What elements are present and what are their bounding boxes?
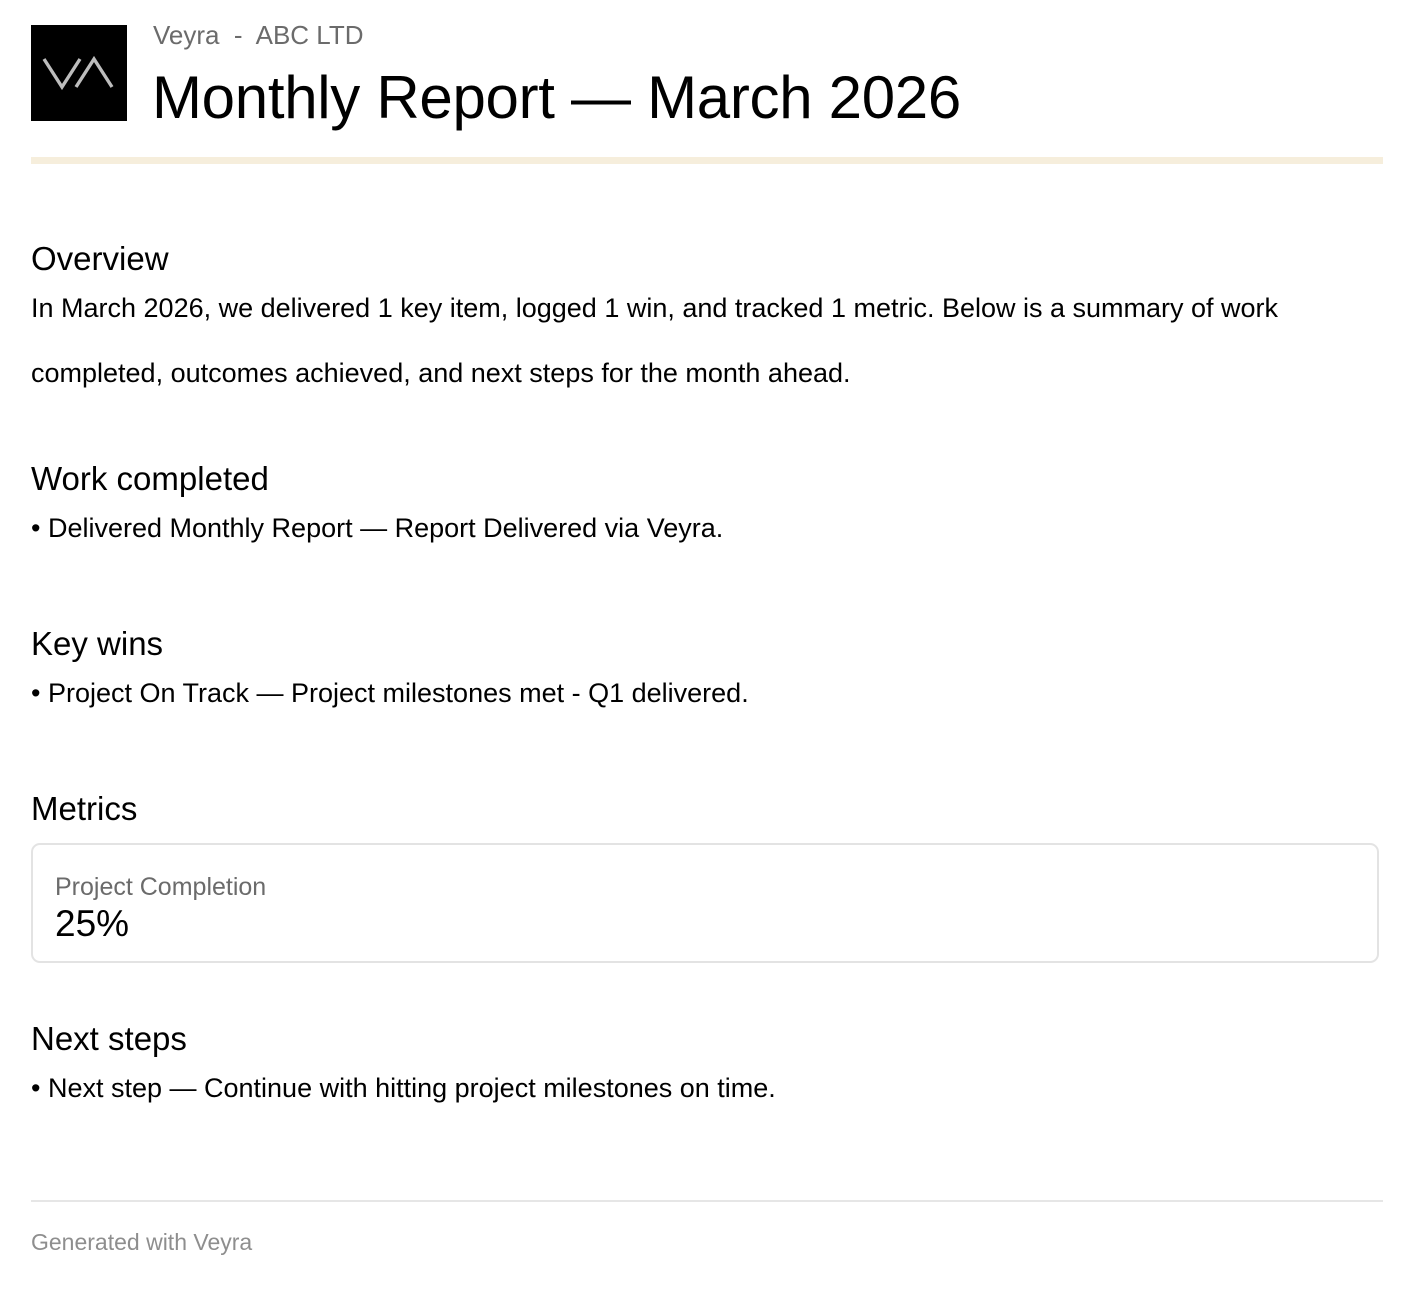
metric-label: Project Completion bbox=[55, 873, 267, 901]
next-steps-heading: Next steps bbox=[31, 1020, 187, 1057]
metric-value: 25% bbox=[55, 903, 130, 944]
va-monogram-logo bbox=[31, 25, 127, 121]
key-wins-item: • Project On Track — Project milestones met - Q1 delivered. bbox=[31, 678, 749, 708]
footer-text: Generated with Veyra bbox=[31, 1229, 253, 1255]
work-completed-item: • Delivered Monthly Report — Report Delivered via Veyra. bbox=[31, 513, 724, 543]
header-accent-rule bbox=[31, 157, 1383, 164]
work-completed-heading: Work completed bbox=[31, 460, 269, 497]
next-steps-item: • Next step — Continue with hitting project milestones on time. bbox=[31, 1073, 776, 1103]
org-line: Veyra - ABC LTD bbox=[153, 20, 364, 50]
overview-text: In March 2026, we delivered 1 key item, logged 1 win, and tracked 1 metric. Below is a summary of work completed, outcomes achieved, and next steps for the month ahead. bbox=[31, 293, 1279, 388]
report-page bbox=[31, 0, 1383, 1255]
logo-mark-icon bbox=[40, 53, 118, 93]
metric-card bbox=[31, 843, 1379, 963]
overview-heading: Overview bbox=[31, 240, 169, 277]
metrics-heading: Metrics bbox=[31, 790, 138, 827]
footer-divider bbox=[31, 1200, 1383, 1202]
page-title: Monthly Report — March 2026 bbox=[152, 64, 961, 131]
report-header bbox=[31, 0, 1383, 165]
key-wins-heading: Key wins bbox=[31, 625, 164, 662]
